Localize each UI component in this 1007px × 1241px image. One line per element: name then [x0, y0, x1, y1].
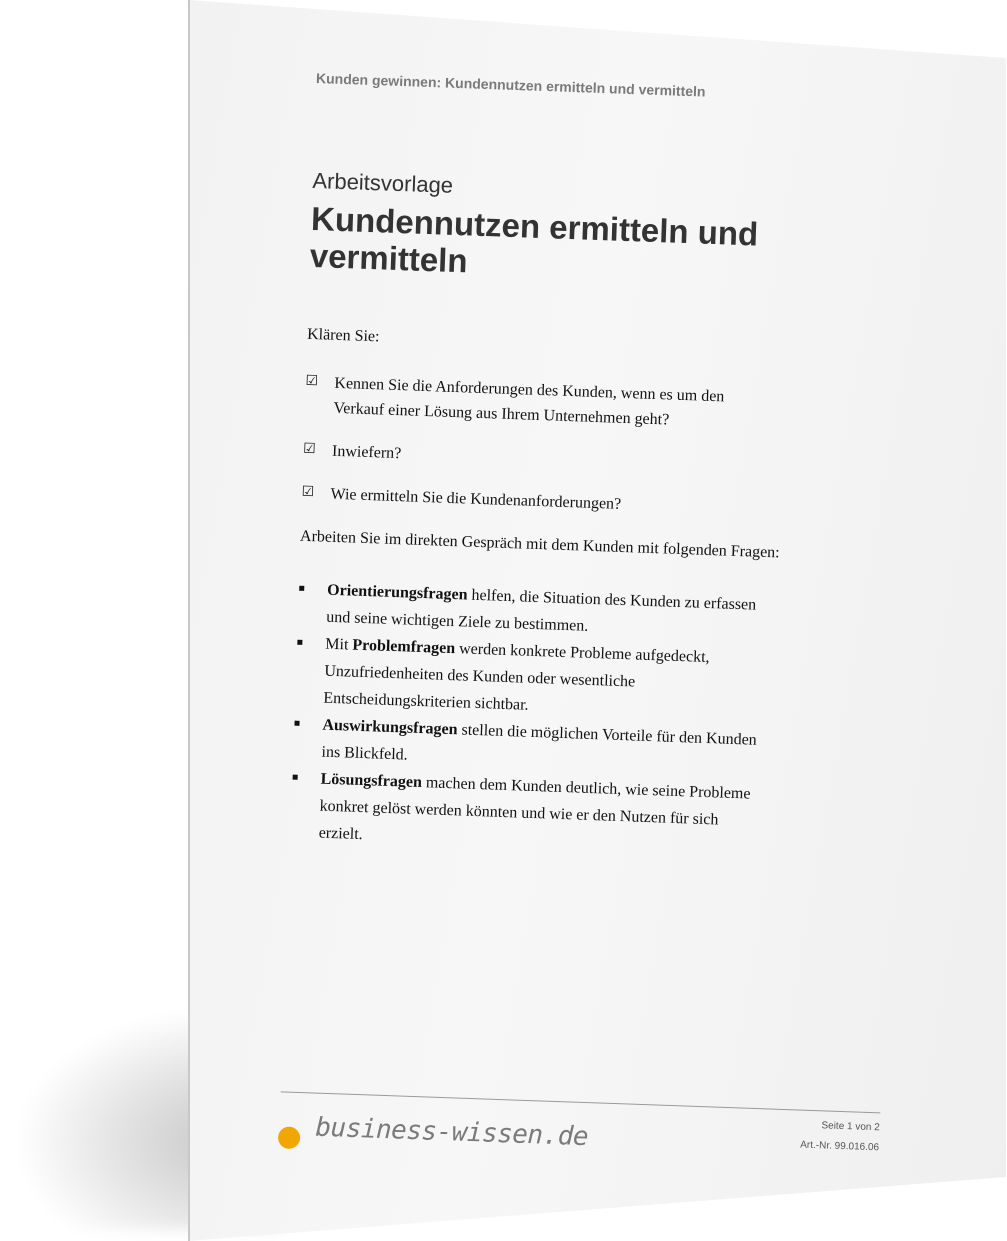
document-title: Kundennutzen ermitteln und vermitteln — [309, 199, 759, 280]
list-item-term: Orientierungsfragen — [326, 581, 468, 604]
checklist — [301, 370, 776, 540]
list-item-term: Lösungsfragen — [320, 770, 423, 792]
list-item-text: stellen die möglichen Vorteile für den Kunden ins Blickfeld. — [321, 721, 758, 764]
list-item — [289, 765, 762, 862]
intro-text: Klären Sie: — [306, 325, 380, 346]
list-item-prefix: Mit — [325, 635, 353, 654]
section-intro: Arbeiten Sie im direkten Gespräch mit dem Kunden mit folgenden Fragen: — [299, 527, 780, 562]
checklist-item-text: Kennen Sie die Anforderungen des Kunden, wenn es um den Verkauf einer Lösung aus Ihrem Unternehmen geht? — [333, 374, 725, 429]
document-kind: Arbeitsvorlage — [312, 167, 454, 198]
checklist-item — [304, 370, 775, 436]
footer-divider — [281, 1091, 881, 1113]
page-number: Seite 1 von 2 — [821, 1120, 880, 1134]
checkbox-checked-icon: ☑ — [301, 483, 315, 501]
checklist-item-text: Wie ermitteln Sie die Kundenanforderungen? — [330, 485, 622, 513]
square-bullet-icon — [297, 640, 302, 645]
list-item-term: Problemfragen — [352, 636, 456, 658]
checkbox-checked-icon: ☑ — [305, 372, 319, 390]
square-bullet-icon — [294, 721, 299, 726]
checkbox-checked-icon: ☑ — [302, 440, 316, 458]
checklist-item — [301, 481, 772, 522]
list-item-text: werden konkrete Probleme aufgedeckt, Unzufriedenheiten des Kunden oder wesentliche Entscheidungskriterien sichtbar. — [323, 640, 710, 714]
checklist-item — [303, 438, 774, 479]
square-bullet-icon — [299, 586, 304, 591]
list-item-text: machen dem Kunden deutlich, wie seine Probleme konkret gelöst werden könnten und wie er den Nutzen für sich erzielt. — [318, 774, 751, 844]
article-number: Art.-Nr. 99.016.06 — [799, 1139, 880, 1154]
list-item-term: Auswirkungsfragen — [322, 716, 458, 739]
checklist-item-text: Inwiefern? — [331, 442, 402, 463]
running-header: Kunden gewinnen: Kundennutzen ermitteln und vermitteln — [315, 70, 706, 100]
question-types-list — [289, 576, 768, 862]
brand-logo: business-wissen.de — [314, 1112, 589, 1153]
logo-dot-icon — [278, 1126, 301, 1149]
list-item-text: helfen, die Situation des Kunden zu erfassen und seine wichtigen Ziele zu bestimmen. — [325, 586, 757, 635]
square-bullet-icon — [293, 775, 298, 780]
